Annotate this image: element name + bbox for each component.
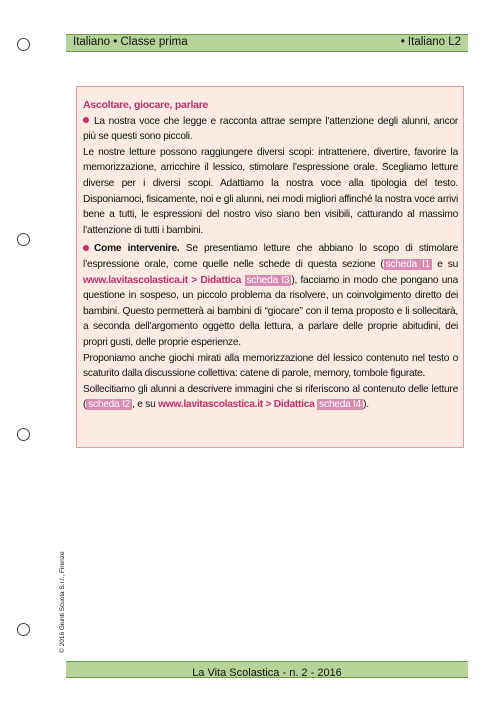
content-text — [83, 98, 458, 413]
website-link[interactable]: www.lavitascolastica.it > Didattica — [158, 399, 315, 411]
paragraph-5: Sollecitiamo gli alunni a descrivere immagini che si riferiscono al contenuto delle letture ( scheda I2 , e su www.lavitascolastica.it > Didattica scheda I4 ). — [83, 383, 458, 411]
scheda-tag[interactable]: scheda I1 — [385, 258, 431, 270]
page-footer — [66, 661, 468, 678]
scheda-tag[interactable]: scheda I4 — [319, 399, 362, 411]
binder-hole-1 — [17, 38, 30, 51]
binder-hole-2 — [17, 233, 30, 246]
footer-text: La Vita Scolastica - n. 2 - 2016 — [192, 667, 342, 679]
binder-hole-3 — [17, 428, 30, 441]
website-link[interactable]: www.lavitascolastica.it > Didattica — [83, 274, 242, 286]
section-title: Ascoltare, giocare, parlare — [83, 99, 209, 111]
paragraph-1: La nostra voce che legge e racconta attrae sempre l’attenzione degli alunni, ancor più se questi sono piccoli. — [83, 115, 458, 143]
header-section: • Italiano L2 — [400, 36, 461, 48]
paragraph-3: Come intervenire. Se presentiamo letture che abbiano lo scopo di stimolare l’espressione orale, come quelle nelle schede di questa sezione ( scheda I1 e su www.lavitascolastica.it > Didattica scheda I3 ), facciamo in modo che pongano una questione in sospeso, un piccolo problema da risolvere, un coinvolgimento diretto dei bambini. Questo permetterà ai bambini di “giocare” con il tema proposto e li sollecitarà, a seconda dell’argomento oggetto della lettura, a parlare delle proprie abitudini, dei propri gusti, delle proprie esperienze. — [83, 243, 459, 348]
bullet-icon — [83, 245, 89, 251]
scheda-tag[interactable]: scheda I3 — [246, 274, 290, 286]
scheda-tag[interactable]: scheda I2 — [88, 399, 131, 411]
header-subject: Italiano • Classe prima — [73, 36, 188, 48]
paragraph-2: Le nostre letture possono raggiungere diversi scopi: intrattenere, divertire, favorire la memorizzazione, arricchire il lessico, stimolare l’espressione orale. Scegliamo letture diverse per i diversi scopi. Adattiamo la nostra voce alla tipologia del testo. Disponiamoci, fisicamente, noi e gli alunni, nei modi migliori affinché la nostra voce arrivi bene a tutti, le espressioni del nostro viso siano ben visibili, catturando al massimo l’attenzione di tutti i bambini. — [83, 146, 458, 236]
bullet-icon — [83, 117, 89, 123]
paragraph-4: Proponiamo anche giochi mirati alla memorizzazione del lessico contenuto nel testo o scaturito dalla discussione collettiva: catene di parole, memory, tombole figurate. — [83, 352, 458, 380]
copyright-note: © 2016 Giunti Scuola S.r.l., Firenze — [59, 551, 66, 653]
binder-hole-4 — [17, 623, 30, 636]
page-header — [66, 34, 468, 52]
